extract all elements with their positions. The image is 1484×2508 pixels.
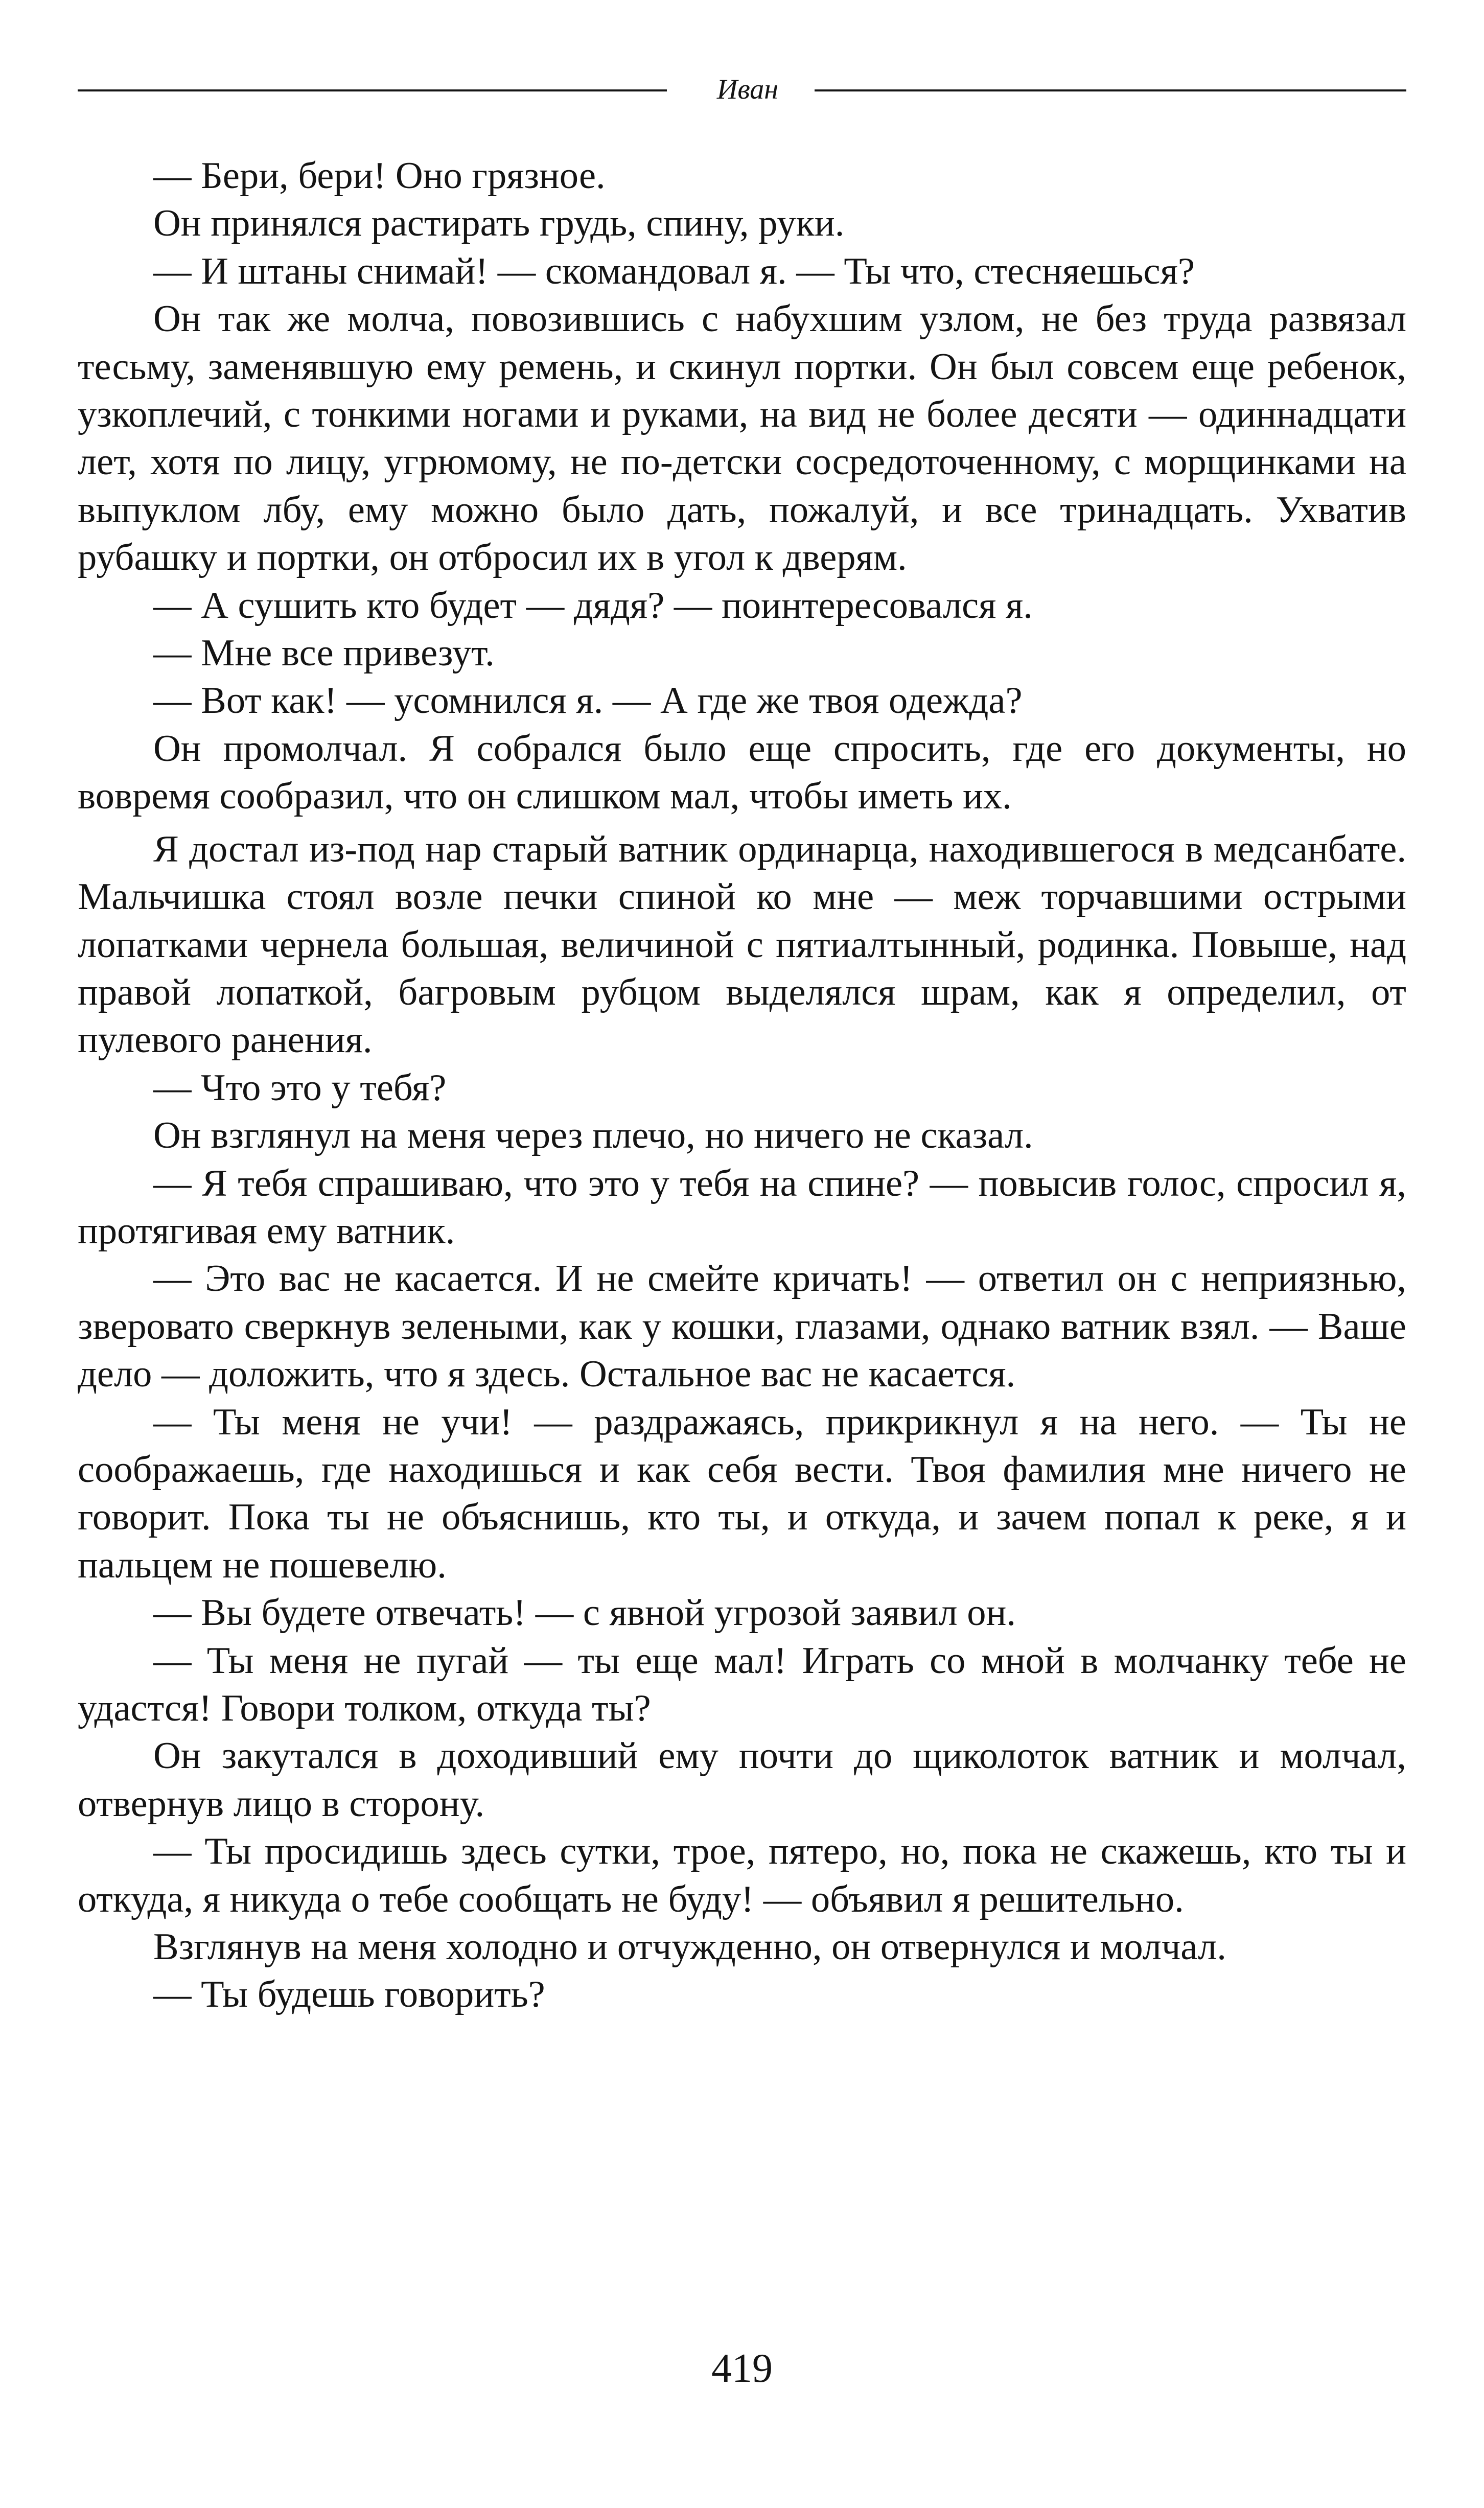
running-header (78, 69, 1406, 110)
header-rule-left (78, 89, 667, 91)
paragraph: Он взглянул на меня через плечо, но ничего не сказал. (153, 1114, 1033, 1157)
paragraph: — И штаны снимай! — скомандовал я. — Ты что, стесняешься? (153, 250, 1195, 292)
header-rule-right (815, 89, 1406, 91)
paragraph: — Бери, бери! Оно грязное. (153, 155, 606, 197)
paragraph: — Мне все привезут. (153, 632, 495, 675)
paragraph: — Вы будете отвечать! — с явной угрозой заявил он. (153, 1592, 1016, 1634)
paragraph: — Ты меня не учи! — раздражаясь, прикрикнул я на него. — Ты не соображаешь, где находишься и как себя вести. Твоя фамилия мне ничего не говорит. Пока ты не объяснишь, кто ты, и откуда, и зачем попал к реке, я и пальцем не пошевелю. (78, 1401, 1406, 1586)
paragraph: Он так же молча, повозившись с набухшим узлом, не без труда развязал тесьму, заменявшую ему ремень, и скинул портки. Он был совсем еще ребенок, узкоплечий, с тонкими ногами и руками, на вид не более десяти — одиннадцати лет, хотя по лицу, угрюмому, не по-детски сосредоточенному, с морщинками на выпуклом лбу, ему можно было дать, пожалуй, и все тринадцать. Ухватив рубашку и портки, он отбросил их в угол к дверям. (78, 298, 1406, 579)
paragraph: — Ты меня не пугай — ты еще мал! Играть со мной в молчанку тебе не удастся! Говори толком, откуда ты? (78, 1639, 1406, 1729)
paragraph: Взглянув на меня холодно и отчужденно, он отвернулся и молчал. (153, 1926, 1226, 1968)
paragraph: Он принялся растирать грудь, спину, руки. (153, 202, 845, 245)
paragraph: — Ты просидишь здесь сутки, трое, пятеро, но, пока не скажешь, кто ты и откуда, я никуда о тебе сообщать не буду! — объявил я решительно. (78, 1830, 1406, 1920)
paragraph: — Я тебя спрашиваю, что это у тебя на спине? — повысив голос, спросил я, протягивая ему ватник. (78, 1162, 1406, 1252)
paragraph: — Ты будешь говорить? (153, 1973, 545, 2016)
paragraph: Он промолчал. Я собрался было еще спросить, где его документы, но вовремя сообразил, что он слишком мал, чтобы иметь их. (78, 727, 1406, 818)
paragraph: — Вот как! — усомнился я. — А где же твоя одежда? (153, 680, 1023, 722)
paragraph: — Это вас не касается. И не смейте кричать! — ответил он с неприязнью, зверовато сверкнув зелеными, как у кошки, глазами, однако ватник взял. — Ваше дело — доложить, что я здесь. Остальное вас не касается. (78, 1258, 1406, 1396)
paragraph: Я достал из-под нар старый ватник ординарца, находившегося в медсанбате. Мальчишка стоял возле печки спиной ко мне — меж торчавшими острыми лопатками чернела большая, величиной с пятиалтынный, родинка. Повыше, над правой лопаткой, багровым рубцом выделялся шрам, как я определил, от пулевого ранения. (78, 828, 1406, 1061)
running-title: Иван (716, 74, 779, 105)
paragraph: Он закутался в доходивший ему почти до щиколоток ватник и молчал, отвернув лицо в сторону. (78, 1735, 1406, 1825)
page-number: 419 (711, 2346, 773, 2391)
body-text (78, 152, 1406, 2019)
paragraph: — А сушить кто будет — дядя? — поинтересовался я. (153, 584, 1033, 626)
paragraph: — Что это у тебя? (153, 1066, 447, 1109)
